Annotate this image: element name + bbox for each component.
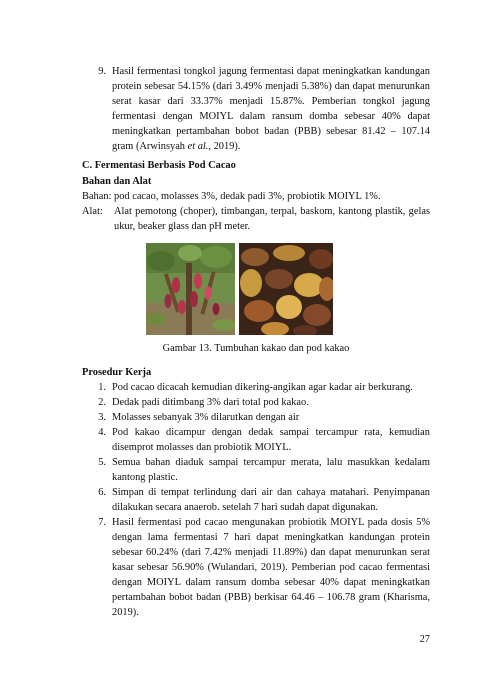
- procedure-text: Molasses sebanyak 3% dilarutkan dengan air: [112, 412, 300, 423]
- list-item-9: [82, 64, 430, 154]
- list-item-number: 9.: [98, 66, 106, 77]
- list-item-text: Hasil fermentasi tongkol jagung fermentasi dapat meningkatkan kandungan protein sebesar 54.15% (dari 3.49% menjadi 5.38%) dan dapat menurunkan serat kasar dari 33.37% menjadi 15.87%. Pemberian tongkol jagung fermentasi dengan MOIYL dalam ransum domba sebesar 40% dapat meningkatkan pertambahan bobot badan (PBB) sebesar 81.42 – 107.14 gram (Arwinsyah et al., 2019).: [112, 66, 430, 152]
- procedure-text: Dedak padi ditimbang 3% dari total pod kakao.: [112, 397, 309, 408]
- procedure-number: 3.: [98, 412, 106, 423]
- procedure-item-3: [82, 410, 430, 425]
- procedure-number: 6.: [98, 487, 106, 498]
- alat-value: Alat pemotong (choper), timbangan, terpal, baskom, kantong plastik, gelas ukur, beaker glass dan pH meter.: [114, 206, 430, 232]
- section-title: C. Fermentasi Berbasis Pod Cacao: [82, 160, 236, 171]
- italic-et-al: et al.: [187, 141, 209, 152]
- procedure-number: 7.: [98, 517, 106, 528]
- procedure-number: 1.: [98, 382, 106, 393]
- procedure-item-7: [82, 515, 430, 620]
- procedure-number: 4.: [98, 427, 106, 438]
- procedure-text: Hasil fermentasi pod cacao mengunakan probiotik MOIYL pada dosis 5% dengan lama fermentasi 7 hari dapat meningkatkan kandungan protein sebesar 60.24% (dari 7.42% menjadi 11.89%) dan dapat menurunkan serat kasar sebesar 56.90% (Wulandari, 2019). Pemberian pod cacao fermentasi dengan MOIYL dalam ransum domba sebesar 40% dapat meningkatkan pertambahan bobot badan (PBB) berkisar 64.46 – 106.78 gram (Kharisma, 2019).: [112, 517, 430, 618]
- alat-label: Alat:: [82, 206, 103, 217]
- cacao-tree-photo: [146, 243, 235, 335]
- alat-line: [82, 204, 430, 234]
- page-number: 27: [419, 634, 430, 645]
- procedure-item-2: [82, 395, 430, 410]
- procedure-text: Semua bahan diaduk sampai tercampur merata, lalu masukkan kedalam kantong plastic.: [112, 457, 430, 483]
- procedure-item-4: [82, 425, 430, 455]
- procedure-item-5: [82, 455, 430, 485]
- procedure-list: [82, 380, 430, 620]
- procedure-text: Simpan di tempat terlindung dari air dan cahaya matahari. Penyimpanan dilakukan secara anaerob. setelah 7 hari sudah dapat digunakan.: [112, 487, 430, 513]
- procedure-text: Pod cacao dicacah kemudian dikering-angikan agar kadar air berkurang.: [112, 382, 413, 393]
- procedure-item-6: [82, 485, 430, 515]
- procedure-number: 5.: [98, 457, 106, 468]
- bahan-line: Bahan: pod cacao, molasses 3%, dedak padi 3%, probiotik MOIYL 1%.: [82, 191, 381, 202]
- figure-caption: Gambar 13. Tumbuhan kakao dan pod kakao: [162, 343, 350, 354]
- procedure-number: 2.: [98, 397, 106, 408]
- subsection-title: Bahan dan Alat: [82, 176, 152, 187]
- procedure-title: Prosedur Kerja: [82, 367, 152, 378]
- procedure-item-1: [82, 380, 430, 395]
- procedure-text: Pod kakao dicampur dengan dedak sampai tercampur rata, kemudian disemprot molasses dan probiotik MOIYL.: [112, 427, 430, 453]
- cacao-pods-photo: [239, 243, 333, 335]
